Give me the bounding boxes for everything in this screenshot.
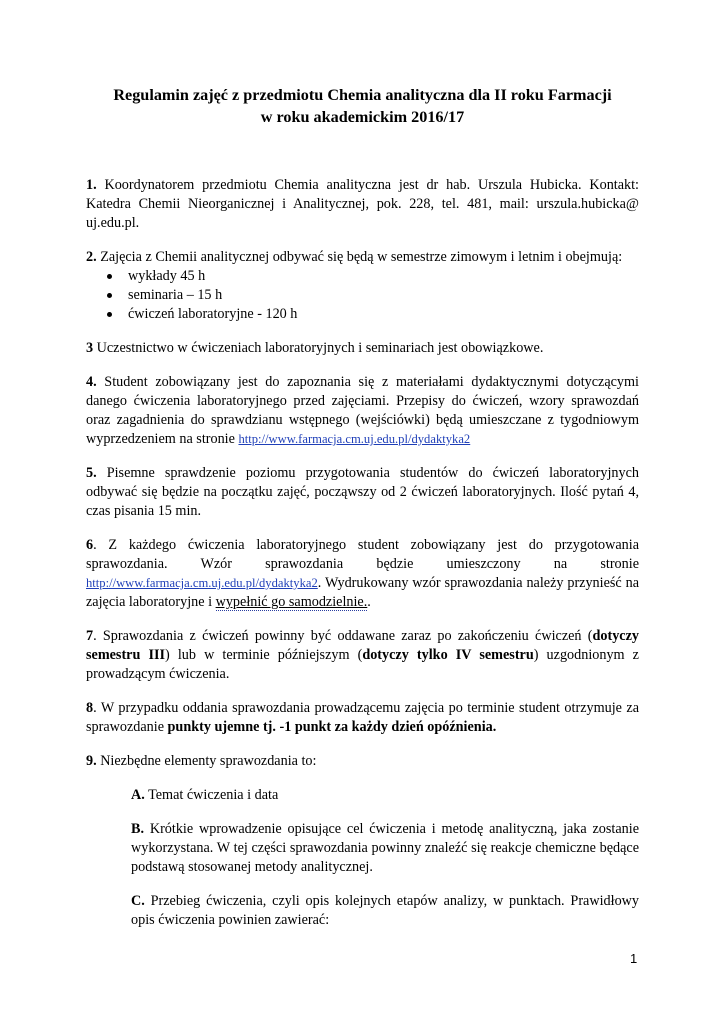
paragraph-8	[86, 699, 639, 737]
list-item-text: seminaria – 15 h	[128, 287, 223, 303]
paragraph-text: . Sprawozdania z ćwiczeń powinny być oddawane zaraz po zakończeniu ćwiczeń (	[93, 628, 593, 644]
paragraph-number: 6	[86, 537, 94, 553]
hours-list	[86, 267, 639, 324]
bold-text: dotyczy semestru III	[86, 628, 639, 663]
paragraph-9	[86, 752, 639, 771]
paragraph-number: 3	[86, 340, 94, 356]
bold-text: punkty ujemne tj. -1 punkt za każdy dzień opóźnienia.	[167, 719, 497, 735]
list-item	[86, 267, 639, 286]
paragraph-number: 9.	[86, 753, 97, 769]
paragraph-number: 5.	[86, 465, 97, 481]
list-item	[86, 305, 639, 324]
title-line-2: w roku akademickim 2016/17	[260, 108, 465, 126]
paragraph-text: Zajęcia z Chemii analitycznej odbywać się będą w semestrze zimowym i letnim i obejmują:	[96, 249, 623, 265]
paragraph-5	[86, 464, 639, 521]
paragraph-text: Student zobowiązany jest do zapoznania się z materiałami dydaktycznymi dotyczącymi danego ćwiczenia laboratoryjnego przed zajęciami. Przepisy do ćwiczeń, wzory sprawozdań oraz zagadnienia do sprawdzianu wstępnego (wejściówki) będą umieszczane z tygodniowym wyprzedzeniem na stronie	[86, 374, 639, 447]
paragraph-text: ) uzgodnionym z prowadzącym ćwiczenia.	[86, 647, 639, 682]
paragraph-text: .	[367, 594, 371, 610]
dydaktyka-link[interactable]: http://www.farmacja.cm.uj.edu.pl/dydaktyka2	[238, 432, 471, 446]
paragraph-1	[86, 176, 639, 233]
item-text: Przebieg ćwiczenia, czyli opis kolejnych etapów analizy, w punktach. Prawidłowy opis ćwiczenia powinien zawierać:	[131, 893, 639, 928]
item-text: Temat ćwiczenia i data	[144, 787, 279, 803]
list-item-text: ćwiczeń laboratoryjne - 120 h	[128, 306, 298, 322]
paragraph-text: Pisemne sprawdzenie poziomu przygotowania studentów do ćwiczeń laboratoryjnych odbywać się będzie na początku zajęć, począwszy od 2 ćwiczeń laboratoryjnych. Ilość pytań 4, czas pisania 15 min.	[86, 465, 639, 519]
bullet-icon	[107, 312, 112, 317]
paragraph-2	[86, 248, 639, 267]
item-label: A.	[131, 787, 145, 803]
bold-text: dotyczy tylko IV semestru	[362, 647, 534, 663]
paragraph-text: . Z każdego ćwiczenia laboratoryjnego student zobowiązany jest do przygotowania sprawozdania. Wzór sprawozdania będzie umieszczony na stronie	[86, 537, 639, 572]
list-item-text: wykłady 45 h	[128, 268, 206, 284]
underlined-text: wypełnić go samodzielnie.	[215, 594, 368, 610]
paragraph-text: Koordynatorem przedmiotu Chemia analityczna jest dr hab. Urszula Hubicka. Kontakt: Katedra Chemii Nieorganicznej i Analitycznej, pok. 228, tel. 481, mail: urszula.hubicka@ uj.edu.pl.	[86, 177, 639, 231]
paragraph-number: 1.	[86, 177, 97, 193]
paragraph-number: 8	[86, 700, 94, 716]
item-text: Krótkie wprowadzenie opisujące cel ćwiczenia i metodę analityczną, jaka zostanie wykorzystana. W tej części sprawozdania powinny znaleźć się reakcje chemiczne będące podstawą stosowanej metody analitycznej.	[131, 821, 639, 875]
paragraph-4	[86, 373, 639, 449]
paragraph-3	[86, 339, 639, 358]
paragraph-6	[86, 536, 639, 612]
paragraph-text: ) lub w terminie późniejszym (	[165, 647, 363, 663]
paragraph-number: 2.	[86, 249, 97, 265]
document-title	[86, 84, 639, 128]
paragraph-7	[86, 627, 639, 684]
paragraph-text: Uczestnictwo w ćwiczeniach laboratoryjnych i seminariach jest obowiązkowe.	[93, 340, 544, 356]
report-element-b	[86, 820, 639, 877]
paragraph-number: 4.	[86, 374, 97, 390]
paragraph-text: . Wydrukowany wzór sprawozdania należy przynieść na zajęcia laboratoryjne i	[86, 575, 639, 610]
report-element-c	[86, 892, 639, 930]
dydaktyka-link[interactable]: http://www.farmacja.cm.uj.edu.pl/dydaktyka2	[86, 576, 318, 590]
list-item	[86, 286, 639, 305]
document-body	[86, 176, 639, 945]
paragraph-number: 7	[86, 628, 94, 644]
bullet-icon	[107, 293, 112, 298]
paragraph-text: Niezbędne elementy sprawozdania to:	[96, 753, 317, 769]
report-element-a	[86, 786, 639, 805]
item-label: C.	[131, 893, 145, 909]
page-number: 1	[630, 951, 638, 966]
paragraph-text: . W przypadku oddania sprawozdania prowadzącemu zajęcia po terminie student otrzymuje za sprawozdanie	[86, 700, 639, 735]
item-label: B.	[131, 821, 145, 837]
bullet-icon	[107, 274, 112, 279]
title-line-1: Regulamin zajęć z przedmiotu Chemia analityczna dla II roku Farmacji	[113, 86, 612, 104]
